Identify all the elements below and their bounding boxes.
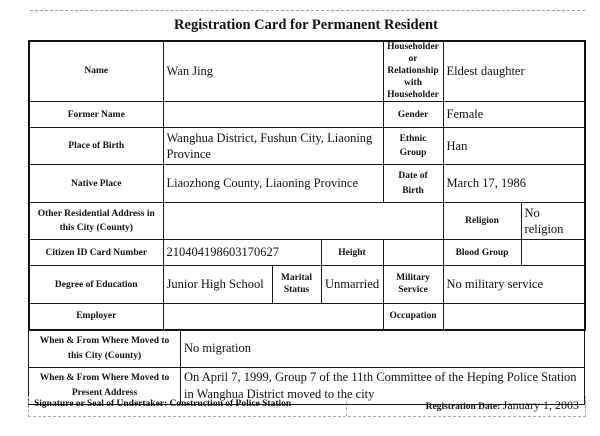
date-of-birth-value: March 17, 1986 (443, 165, 585, 203)
row-place-of-birth (29, 128, 585, 165)
migration-table (28, 330, 585, 405)
footer-divider (346, 396, 347, 416)
moved-to-present-value: On April 7, 1999, Group 7 of the 11th Committee of the Heping Police Station in Wanghua District moved to the city (181, 367, 585, 404)
row-name (29, 41, 585, 102)
registration-card (28, 40, 584, 405)
education-label: Degree of Education (29, 266, 163, 304)
employer-label: Employer (29, 304, 163, 330)
ethnic-group-value: Han (443, 128, 585, 165)
height-value (383, 240, 443, 266)
row-citizen-id (29, 240, 585, 266)
blood-group-label: Blood Group (443, 240, 521, 266)
date-of-birth-label: Date of Birth (383, 165, 443, 203)
height-label: Height (321, 240, 383, 266)
former-name-label: Former Name (29, 102, 163, 128)
row-education (29, 266, 585, 304)
ethnic-group-label: Ethnic Group (383, 128, 443, 165)
gender-label: Gender (383, 102, 443, 128)
education-value: Junior High School (163, 266, 272, 304)
signature-label: Signature or Seal of Undertaker: Construction of Police Station (34, 399, 292, 409)
row-employer (29, 304, 585, 330)
native-place-label: Native Place (29, 165, 163, 203)
moved-to-city-label: When & From Where Moved to this City (County) (29, 330, 181, 367)
row-moved-to-city (29, 330, 585, 367)
card-footer (28, 396, 586, 417)
occupation-value (443, 304, 585, 330)
householder-value: Eldest daughter (443, 41, 585, 102)
marital-status-label: Marital Status (272, 266, 321, 304)
other-address-label: Other Residential Address in this City (County) (29, 203, 163, 240)
military-service-label: Military Service (383, 266, 443, 304)
religion-value: No religion (521, 203, 585, 240)
moved-to-present-label: When & From Where Moved to Present Address (29, 367, 181, 404)
name-label: Name (29, 41, 163, 102)
native-place-value: Liaozhong County, Liaoning Province (163, 165, 383, 203)
registration-table (28, 40, 586, 331)
householder-label: Householder or Relationship with Householder (383, 41, 443, 102)
citizen-id-value: 210404198603170627 (163, 240, 321, 266)
row-former-name (29, 102, 585, 128)
registration-date-value: January 1, 2003 (502, 398, 579, 412)
moved-to-city-value: No migration (181, 330, 585, 367)
former-name-value (163, 102, 383, 128)
place-of-birth-value: Wanghua District, Fushun City, Liaoning Province (163, 128, 383, 165)
dashed-cut-line (30, 10, 585, 11)
place-of-birth-label: Place of Birth (29, 128, 163, 165)
name-value: Wan Jing (163, 41, 383, 102)
occupation-label: Occupation (383, 304, 443, 330)
card-title: Registration Card for Permanent Resident (174, 17, 438, 33)
employer-value (163, 304, 383, 330)
citizen-id-label: Citizen ID Card Number (29, 240, 163, 266)
religion-label: Religion (443, 203, 521, 240)
row-other-address (29, 203, 585, 240)
registration-date (426, 398, 579, 413)
marital-status-value: Unmarried (321, 266, 383, 304)
row-native-place (29, 165, 585, 203)
gender-value: Female (443, 102, 585, 128)
military-service-value: No military service (443, 266, 585, 304)
blood-group-value (521, 240, 585, 266)
registration-date-label: Registration Date: (425, 402, 501, 412)
other-address-value (163, 203, 443, 240)
